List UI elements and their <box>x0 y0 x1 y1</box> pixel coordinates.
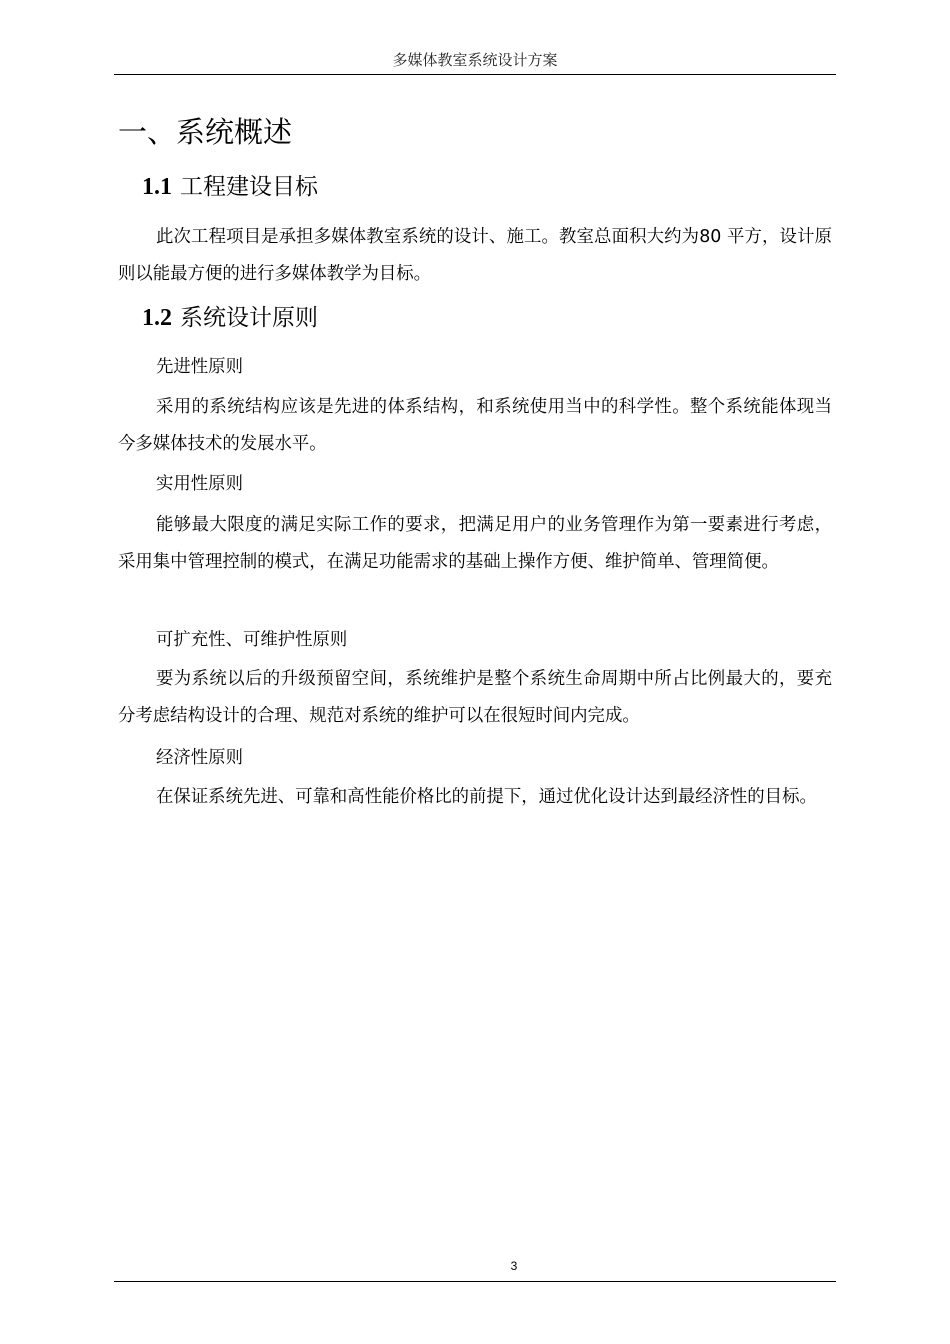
section-heading-1-2 <box>142 302 318 334</box>
principle-text-economic: 在保证系统先进、可靠和高性能价格比的前提下，通过优化设计达到最经济性的目标。 <box>156 787 817 807</box>
header-divider <box>114 74 836 75</box>
principle-title-advanced: 先进性原则 <box>156 357 243 377</box>
footer-divider <box>114 1281 836 1282</box>
section-number: 1.2 <box>142 305 172 331</box>
page-header-title: 多媒体教室系统设计方案 <box>392 51 558 69</box>
section-title: 系统设计原则 <box>180 305 318 331</box>
page-number: 3 <box>510 1259 518 1273</box>
section-number: 1.1 <box>142 174 172 200</box>
principle-text-extensible: 要为系统以后的升级预留空间，系统维护是整个系统生命周期中所占比例最大的，要充分考虑结构设计的合理、规范对系统的维护可以在很短时间内完成。 <box>118 669 832 726</box>
principle-text-practical: 能够最大限度的满足实际工作的要求，把满足用户的业务管理作为第一要素进行考虑，采用集中管理控制的模式，在满足功能需求的基础上操作方便、维护简单、管理简便。 <box>118 515 832 572</box>
section-title: 工程建设目标 <box>180 174 318 200</box>
principle-text-advanced: 采用的系统结构应该是先进的体系结构，和系统使用当中的科学性。整个系统能体现当今多媒体技术的发展水平。 <box>118 397 832 454</box>
chapter-title: 一、系统概述 <box>118 115 293 149</box>
principle-title-practical: 实用性原则 <box>156 474 243 494</box>
principle-title-economic: 经济性原则 <box>156 748 243 768</box>
section-1-1-paragraph: 此次工程项目是承担多媒体教室系统的设计、施工。教室总面积大约为80 平方，设计原则以能最方便的进行多媒体教学为目标。 <box>118 227 832 284</box>
section-heading-1-1 <box>142 171 318 203</box>
principle-title-extensible: 可扩充性、可维护性原则 <box>156 630 348 650</box>
